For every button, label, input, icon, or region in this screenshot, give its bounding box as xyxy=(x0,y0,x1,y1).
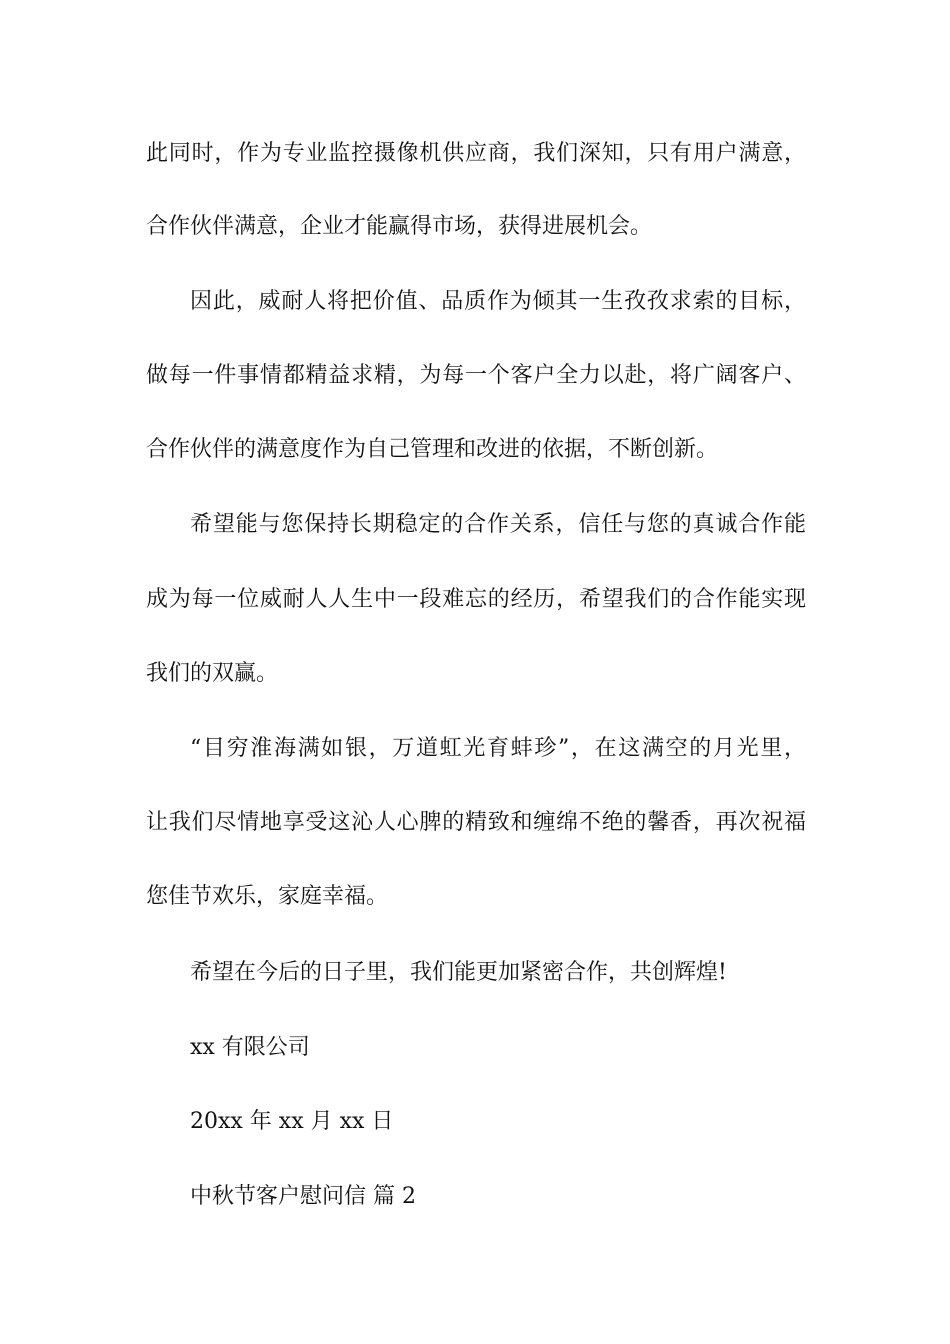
paragraph-line: 您佳节欢乐，家庭幸福。 xyxy=(146,884,389,909)
paragraph-line: 合作伙伴满意，企业才能赢得市场，获得进展机会。 xyxy=(146,214,653,239)
paragraph-line: 成为每一位威耐人人生中一段难忘的经历，希望我们的合作能实现 xyxy=(146,587,806,612)
paragraph-line: 希望在今后的日子里，我们能更加紧密合作，共创辉煌! xyxy=(190,960,727,985)
paragraph-line: 希望能与您保持长期稳定的合作关系，信任与您的真诚合作能 xyxy=(190,512,806,537)
paragraph-line: “目穷淮海满如银，万道虹光育蚌珍”，在这满空的月光里， xyxy=(190,736,806,761)
paragraph-line: 做每一件事情都精益求精，为每一个客户全力以赴，将广阔客户、 xyxy=(146,363,806,388)
section-heading: 中秋节客户慰问信 篇 2 xyxy=(190,1184,416,1209)
paragraph-line: 让我们尽情地享受这沁人心脾的精致和缠绵不绝的馨香，再次祝福 xyxy=(146,810,806,835)
paragraph-line: 因此，威耐人将把价值、品质作为倾其一生孜孜求索的目标， xyxy=(190,289,806,314)
paragraph-line: 合作伙伴的满意度作为自己管理和改进的依据，不断创新。 xyxy=(146,437,719,462)
paragraph-line: 我们的双赢。 xyxy=(146,661,279,686)
company-signature: xx 有限公司 xyxy=(190,1035,310,1060)
date-line: 20xx 年 xx 月 xx 日 xyxy=(190,1109,394,1134)
paragraph-line: 此同时，作为专业监控摄像机供应商，我们深知，只有用户满意， xyxy=(146,141,806,166)
